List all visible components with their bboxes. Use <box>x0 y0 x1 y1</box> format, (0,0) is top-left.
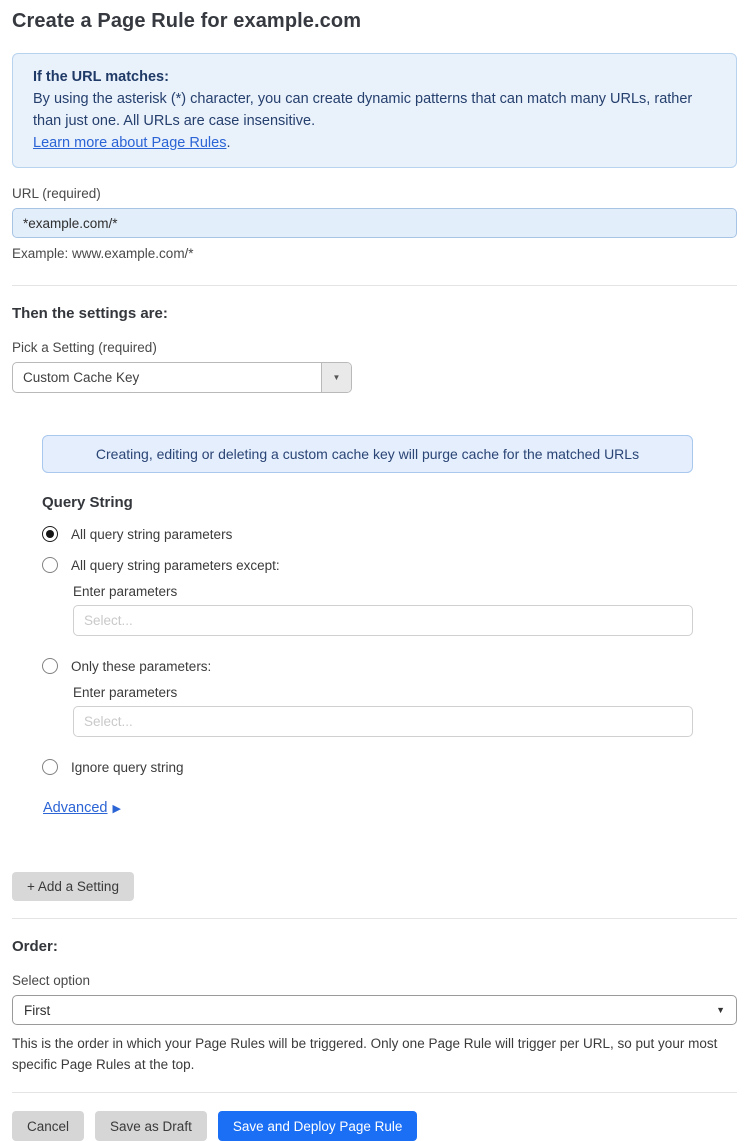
order-select-label: Select option <box>12 973 91 988</box>
order-divider <box>12 918 737 919</box>
info-box-body: By using the asterisk (*) character, you can create dynamic patterns that can match many URLs, rather than just one. All URLs are case insensitive. <box>33 91 693 129</box>
add-setting-button[interactable]: + Add a Setting <box>12 872 134 901</box>
info-box-heading: If the URL matches: <box>33 69 169 85</box>
except-parameters-input[interactable] <box>73 605 693 636</box>
radio-label: Only these parameters: <box>71 658 212 674</box>
save-deploy-button[interactable]: Save and Deploy Page Rule <box>218 1111 418 1141</box>
radio-button[interactable] <box>42 526 58 542</box>
learn-more-link[interactable]: Learn more about Page Rules <box>33 135 227 151</box>
cancel-button[interactable]: Cancel <box>12 1111 84 1141</box>
radio-button[interactable] <box>42 557 58 573</box>
setting-picker-arrow-box[interactable] <box>321 363 351 392</box>
url-input[interactable] <box>12 208 737 238</box>
radio-button[interactable] <box>42 759 58 775</box>
section-divider <box>12 285 737 286</box>
advanced-link-label: Advanced <box>43 800 108 816</box>
page-title: Create a Page Rule for example.com <box>12 10 362 32</box>
only-parameters-field <box>73 685 737 737</box>
order-select-value: First <box>24 1002 51 1018</box>
info-box-link-line <box>33 132 716 154</box>
query-string-heading: Query String <box>42 494 133 511</box>
query-string-section <box>42 494 737 775</box>
notice-text: Creating, editing or deleting a custom cache key will purge cache for the matched URLs <box>95 446 640 462</box>
pick-setting-label: Pick a Setting (required) <box>12 340 157 355</box>
radio-option-only-these[interactable] <box>42 658 737 674</box>
save-draft-button[interactable]: Save as Draft <box>95 1111 207 1141</box>
url-field-label: URL (required) <box>12 186 101 201</box>
enter-parameters-label: Enter parameters <box>73 584 178 599</box>
url-match-info-box <box>12 53 737 168</box>
radio-option-all-except[interactable] <box>42 557 737 573</box>
order-description: This is the order in which your Page Rules will be triggered. Only one Page Rule will trigger per URL, so put your most specific Page Rules at the top. <box>12 1036 718 1072</box>
radio-label: All query string parameters <box>71 526 233 542</box>
advanced-link[interactable] <box>43 800 737 816</box>
chevron-right-icon: ▶ <box>112 802 121 815</box>
radio-label: Ignore query string <box>71 759 184 775</box>
order-select-dropdown[interactable] <box>12 995 737 1025</box>
cache-key-notice <box>42 435 693 473</box>
settings-heading: Then the settings are: <box>12 305 168 322</box>
chevron-down-icon: ▼ <box>716 1005 725 1015</box>
enter-parameters-label: Enter parameters <box>73 685 178 700</box>
setting-picker-value: Custom Cache Key <box>23 370 140 385</box>
only-parameters-input[interactable] <box>73 706 693 737</box>
chevron-down-icon: ▼ <box>332 373 341 382</box>
footer-divider <box>12 1092 737 1093</box>
radio-button[interactable] <box>42 658 58 674</box>
radio-option-all-params[interactable] <box>42 526 737 542</box>
footer-buttons <box>12 1111 737 1141</box>
except-parameters-field <box>73 584 737 636</box>
setting-picker-dropdown[interactable] <box>12 362 352 393</box>
url-example-text: Example: www.example.com/* <box>12 246 194 261</box>
link-suffix: . <box>226 135 231 151</box>
order-heading: Order: <box>12 938 58 955</box>
radio-option-ignore-qs[interactable] <box>42 759 737 775</box>
radio-label: All query string parameters except: <box>71 557 280 573</box>
